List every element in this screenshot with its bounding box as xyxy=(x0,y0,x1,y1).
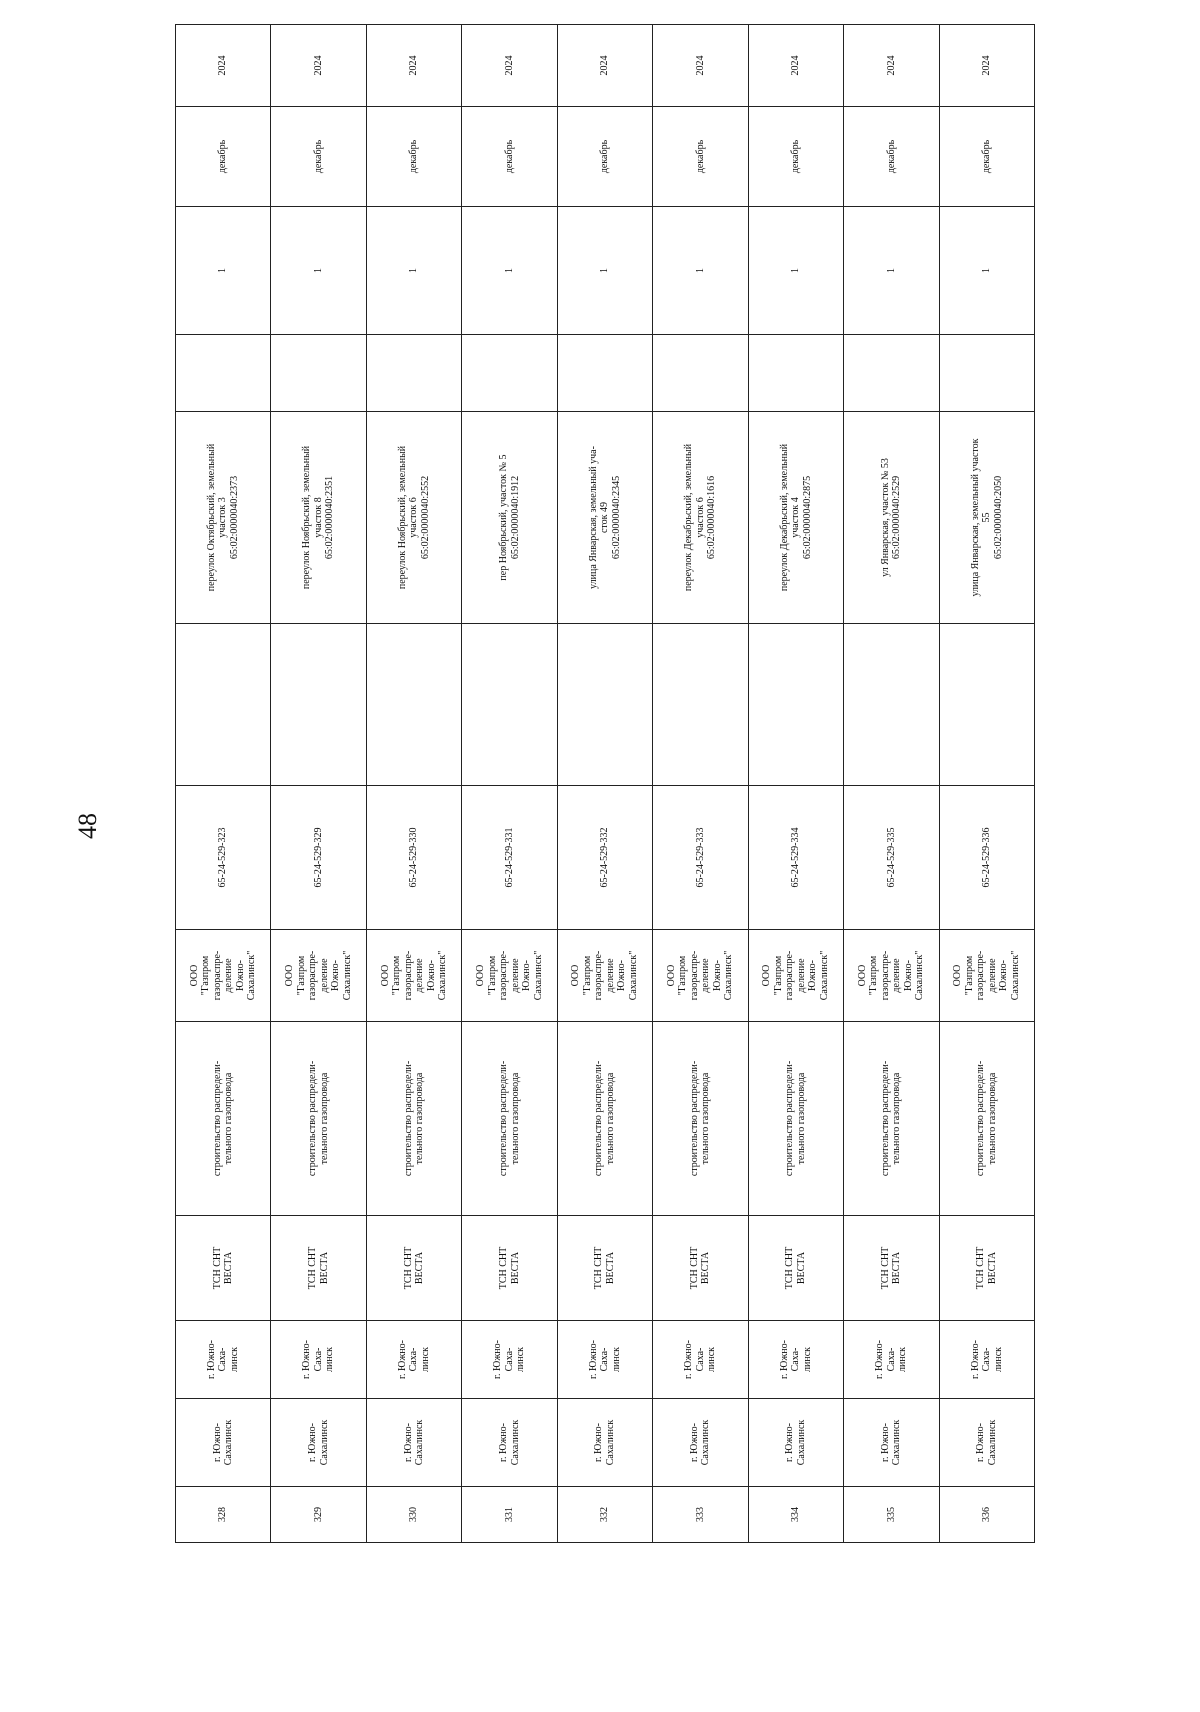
municipality-cell: г. Южно- Сахалинск xyxy=(557,1399,652,1487)
year-cell: 2024 xyxy=(844,25,939,107)
year-cell: 2024 xyxy=(271,25,366,107)
empty-cell xyxy=(271,624,366,786)
quantity-cell: 1 xyxy=(748,207,843,335)
quantity-cell: 1 xyxy=(557,207,652,335)
organization-cell: ООО "Газпром газораспре- деление Южно- Сахалинск" xyxy=(748,930,843,1022)
address-cell: пер Ноябрьский, участок № 5 65:02:0000040:1912 xyxy=(462,412,557,624)
locality-cell: г. Южно- Саха- линск xyxy=(176,1321,271,1399)
registration-id-cell: 65-24-529-333 xyxy=(653,786,748,930)
municipality-cell: г. Южно- Сахалинск xyxy=(748,1399,843,1487)
customer-cell: ТСН СНТ ВЕСТА xyxy=(462,1216,557,1321)
blank-cell xyxy=(366,335,461,412)
organization-cell: ООО "Газпром газораспре- деление Южно- Сахалинск" xyxy=(462,930,557,1022)
month-cell: декабрь xyxy=(653,107,748,207)
municipality-cell: г. Южно- Сахалинск xyxy=(939,1399,1035,1487)
organization-cell: ООО "Газпром газораспре- деление Южно- Сахалинск" xyxy=(653,930,748,1022)
customer-cell: ТСН СНТ ВЕСТА xyxy=(176,1216,271,1321)
blank-cell xyxy=(653,335,748,412)
month-cell: декабрь xyxy=(462,107,557,207)
row-number-cell: 331 xyxy=(462,1487,557,1543)
quantity-cell: 1 xyxy=(939,207,1035,335)
table-row xyxy=(366,25,461,1543)
register-table xyxy=(175,24,1035,1543)
registration-id-cell: 65-24-529-331 xyxy=(462,786,557,930)
empty-cell xyxy=(844,624,939,786)
address-cell: улица Январская, земельный участок 55 65:02:0000040:2050 xyxy=(939,412,1035,624)
empty-cell xyxy=(939,624,1035,786)
registration-id-cell: 65-24-529-335 xyxy=(844,786,939,930)
organization-cell: ООО "Газпром газораспре- деление Южно- Сахалинск" xyxy=(939,930,1035,1022)
month-cell: декабрь xyxy=(748,107,843,207)
table-row xyxy=(939,25,1035,1543)
table-row xyxy=(271,25,366,1543)
register-table-wrapper xyxy=(175,55,1035,1543)
row-number-cell: 333 xyxy=(653,1487,748,1543)
empty-cell xyxy=(176,624,271,786)
table-row xyxy=(748,25,843,1543)
address-cell: переулок Декабрьский, земельный участок 6 65:02:0000040:1616 xyxy=(653,412,748,624)
blank-cell xyxy=(748,335,843,412)
row-number-cell: 329 xyxy=(271,1487,366,1543)
year-cell: 2024 xyxy=(176,25,271,107)
object-name-cell: строительство распредели- тельного газопровода xyxy=(271,1022,366,1216)
locality-cell: г. Южно- Саха- линск xyxy=(557,1321,652,1399)
quantity-cell: 1 xyxy=(271,207,366,335)
year-cell: 2024 xyxy=(557,25,652,107)
object-name-cell: строительство распредели- тельного газопровода xyxy=(462,1022,557,1216)
locality-cell: г. Южно- Саха- линск xyxy=(748,1321,843,1399)
quantity-cell: 1 xyxy=(176,207,271,335)
row-number-cell: 330 xyxy=(366,1487,461,1543)
municipality-cell: г. Южно- Сахалинск xyxy=(271,1399,366,1487)
registration-id-cell: 65-24-529-332 xyxy=(557,786,652,930)
blank-cell xyxy=(939,335,1035,412)
customer-cell: ТСН СНТ ВЕСТА xyxy=(557,1216,652,1321)
row-number-cell: 332 xyxy=(557,1487,652,1543)
address-cell: переулок Октябрьский, земельный участок 3 65:02:0000040:2373 xyxy=(176,412,271,624)
locality-cell: г. Южно- Саха- линск xyxy=(653,1321,748,1399)
object-name-cell: строительство распредели- тельного газопровода xyxy=(844,1022,939,1216)
quantity-cell: 1 xyxy=(653,207,748,335)
address-cell: переулок Декабрьский, земельный участок 4 65:02:0000040:2875 xyxy=(748,412,843,624)
blank-cell xyxy=(462,335,557,412)
table-row xyxy=(462,25,557,1543)
row-number-cell: 335 xyxy=(844,1487,939,1543)
registration-id-cell: 65-24-529-336 xyxy=(939,786,1035,930)
quantity-cell: 1 xyxy=(462,207,557,335)
address-cell: переулок Ноябрьский, земельный участок 8 65:02:0000040:2351 xyxy=(271,412,366,624)
municipality-cell: г. Южно- Сахалинск xyxy=(176,1399,271,1487)
registration-id-cell: 65-24-529-323 xyxy=(176,786,271,930)
registration-id-cell: 65-24-529-329 xyxy=(271,786,366,930)
municipality-cell: г. Южно- Сахалинск xyxy=(844,1399,939,1487)
empty-cell xyxy=(366,624,461,786)
month-cell: декабрь xyxy=(844,107,939,207)
organization-cell: ООО "Газпром газораспре- деление Южно- Сахалинск" xyxy=(271,930,366,1022)
locality-cell: г. Южно- Саха- линск xyxy=(939,1321,1035,1399)
customer-cell: ТСН СНТ ВЕСТА xyxy=(653,1216,748,1321)
table-row xyxy=(176,25,271,1543)
object-name-cell: строительство распредели- тельного газопровода xyxy=(557,1022,652,1216)
year-cell: 2024 xyxy=(939,25,1035,107)
organization-cell: ООО "Газпром газораспре- деление Южно- Сахалинск" xyxy=(366,930,461,1022)
locality-cell: г. Южно- Саха- линск xyxy=(462,1321,557,1399)
organization-cell: ООО "Газпром газораспре- деление Южно- Сахалинск" xyxy=(557,930,652,1022)
table-row xyxy=(844,25,939,1543)
blank-cell xyxy=(176,335,271,412)
object-name-cell: строительство распредели- тельного газопровода xyxy=(939,1022,1035,1216)
municipality-cell: г. Южно- Сахалинск xyxy=(366,1399,461,1487)
page-number: 48 xyxy=(73,813,102,839)
address-cell: улица Январская, земельный уча- сток 49 65:02:0000040:2345 xyxy=(557,412,652,624)
blank-cell xyxy=(844,335,939,412)
registration-id-cell: 65-24-529-334 xyxy=(748,786,843,930)
customer-cell: ТСН СНТ ВЕСТА xyxy=(748,1216,843,1321)
empty-cell xyxy=(462,624,557,786)
customer-cell: ТСН СНТ ВЕСТА xyxy=(271,1216,366,1321)
registration-id-cell: 65-24-529-330 xyxy=(366,786,461,930)
municipality-cell: г. Южно- Сахалинск xyxy=(653,1399,748,1487)
row-number-cell: 334 xyxy=(748,1487,843,1543)
table-body xyxy=(176,25,1035,1543)
object-name-cell: строительство распредели- тельного газопровода xyxy=(366,1022,461,1216)
month-cell: декабрь xyxy=(176,107,271,207)
month-cell: декабрь xyxy=(557,107,652,207)
blank-cell xyxy=(271,335,366,412)
year-cell: 2024 xyxy=(653,25,748,107)
empty-cell xyxy=(748,624,843,786)
object-name-cell: строительство распредели- тельного газопровода xyxy=(653,1022,748,1216)
empty-cell xyxy=(557,624,652,786)
quantity-cell: 1 xyxy=(844,207,939,335)
customer-cell: ТСН СНТ ВЕСТА xyxy=(366,1216,461,1321)
locality-cell: г. Южно- Саха- линск xyxy=(271,1321,366,1399)
organization-cell: ООО "Газпром газораспре- деление Южно- Сахалинск" xyxy=(176,930,271,1022)
row-number-cell: 336 xyxy=(939,1487,1035,1543)
year-cell: 2024 xyxy=(462,25,557,107)
empty-cell xyxy=(653,624,748,786)
table-row xyxy=(653,25,748,1543)
locality-cell: г. Южно- Саха- линск xyxy=(844,1321,939,1399)
year-cell: 2024 xyxy=(748,25,843,107)
address-cell: переулок Ноябрьский, земельный участок 6 65:02:0000040:2552 xyxy=(366,412,461,624)
customer-cell: ТСН СНТ ВЕСТА xyxy=(844,1216,939,1321)
municipality-cell: г. Южно- Сахалинск xyxy=(462,1399,557,1487)
month-cell: декабрь xyxy=(939,107,1035,207)
locality-cell: г. Южно- Саха- линск xyxy=(366,1321,461,1399)
quantity-cell: 1 xyxy=(366,207,461,335)
table-row xyxy=(557,25,652,1543)
year-cell: 2024 xyxy=(366,25,461,107)
month-cell: декабрь xyxy=(271,107,366,207)
blank-cell xyxy=(557,335,652,412)
organization-cell: ООО "Газпром газораспре- деление Южно- Сахалинск" xyxy=(844,930,939,1022)
object-name-cell: строительство распредели- тельного газопровода xyxy=(176,1022,271,1216)
object-name-cell: строительство распредели- тельного газопровода xyxy=(748,1022,843,1216)
month-cell: декабрь xyxy=(366,107,461,207)
address-cell: ул Январская, участок № 53 65:02:0000040:2529 xyxy=(844,412,939,624)
row-number-cell: 328 xyxy=(176,1487,271,1543)
customer-cell: ТСН СНТ ВЕСТА xyxy=(939,1216,1035,1321)
